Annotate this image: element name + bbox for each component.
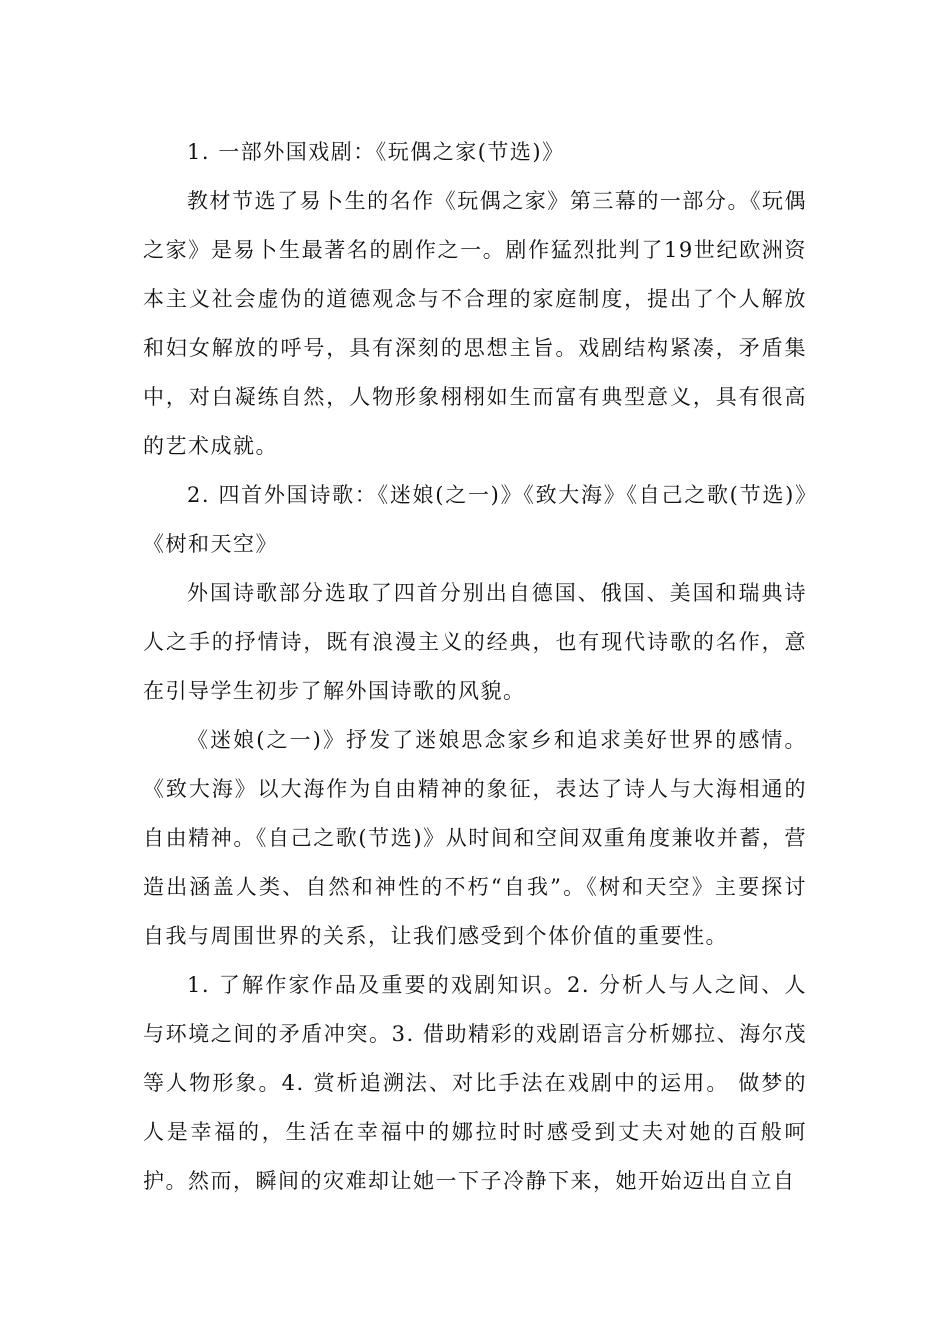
document-body — [143, 128, 807, 1206]
paragraph-poems-intro: 外国诗歌部分选取了四首分别出自德国、俄国、美国和瑞典诗人之手的抒情诗，既有浪漫主义的经典，也有现代诗歌的名作，意在引导学生初步了解外国诗歌的风貌。 — [143, 581, 807, 703]
section-heading-poems: 2. 四首外国诗歌：《迷娘(之一)》《致大海》《自己之歌(节选)》《树和天空》 — [143, 483, 807, 556]
paragraph-learning-goals: 1. 了解作家作品及重要的戏剧知识。2. 分析人与人之间、人与环境之间的矛盾冲突。3. 借助精彩的戏剧语言分析娜拉、海尔茂等人物形象。4. 赏析追溯法、对比手法在戏剧中的运用。 做梦的人是幸福的，生活在幸福中的娜拉时时感受到丈夫对她的百般呵护。然而，瞬间的灾难却让她一下子冷静下来，她开始迈出自立自 — [143, 973, 807, 1193]
section-heading-drama: 1. 一部外国戏剧：《玩偶之家(节选)》 — [187, 140, 565, 164]
paragraph-poems-detail: 《迷娘(之一)》抒发了迷娘思念家乡和追求美好世界的感情。《致大海》以大海作为自由精神的象征，表达了诗人与大海相通的自由精神。《自己之歌(节选)》从时间和空间双重角度兼收并蓄，营造出涵盖人类、自然和神性的不朽“自我”。《树和天空》主要探讨自我与周围世界的关系，让我们感受到个体价值的重要性。 — [143, 728, 807, 948]
paragraph-drama-intro: 教材节选了易卜生的名作《玩偶之家》第三幕的一部分。《玩偶之家》是易卜生最著名的剧作之一。剧作猛烈批判了19世纪欧洲资本主义社会虚伪的道德观念与不合理的家庭制度，提出了个人解放和妇女解放的呼号，具有深刻的思想主旨。戏剧结构紧凑，矛盾集中，对白凝练自然，人物形象栩栩如生而富有典型意义，具有很高的艺术成就。 — [143, 189, 807, 458]
